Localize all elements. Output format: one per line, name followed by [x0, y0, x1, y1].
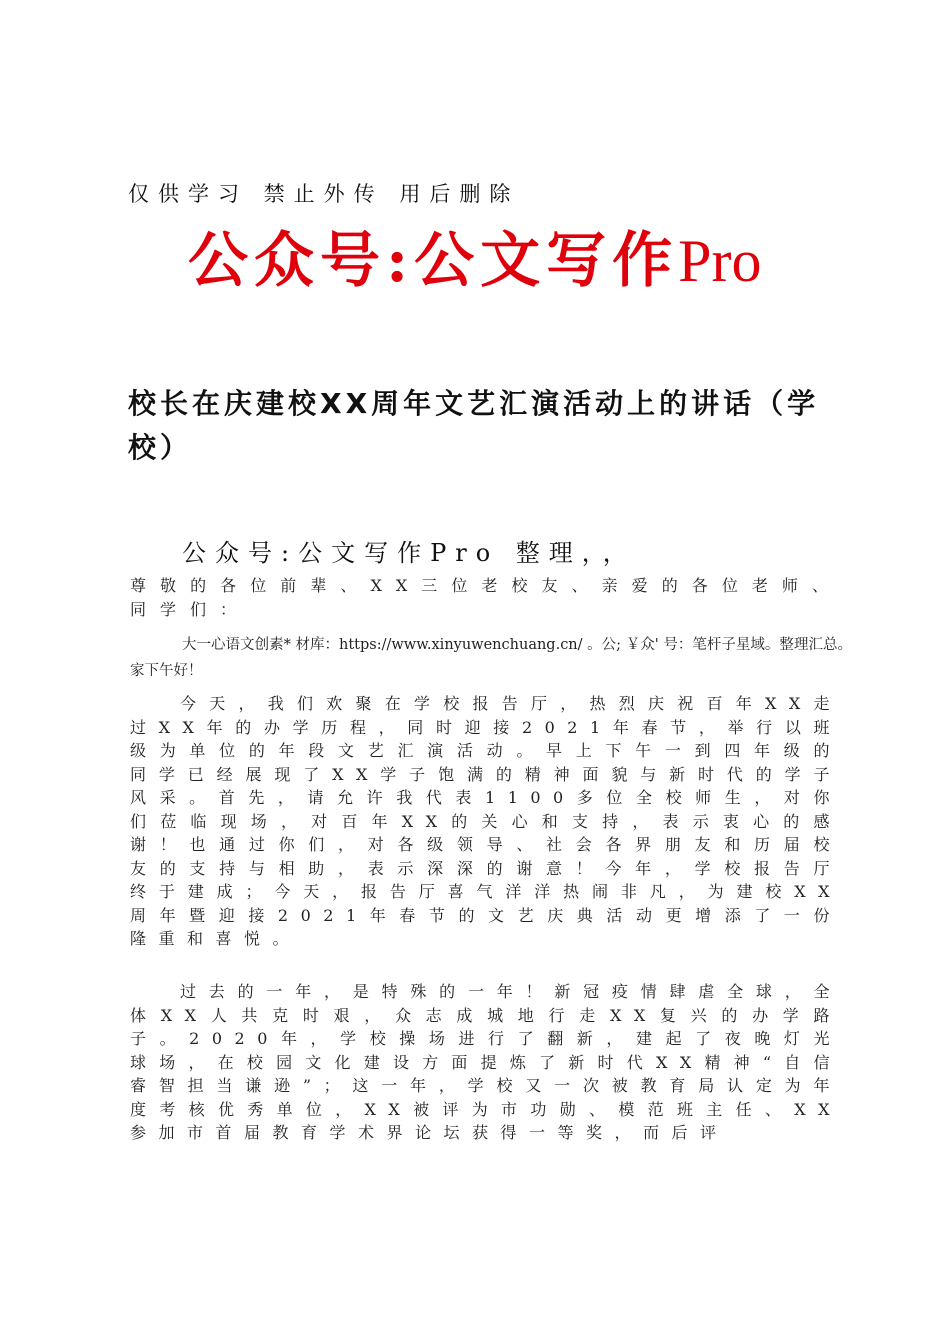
salutation: 尊敬的各位前辈、XX三位老校友、亲爱的各位老师、同学们：: [130, 576, 842, 619]
brand-name: 公众号:公文写作: [188, 226, 679, 296]
body-paragraph: 今天，我们欢聚在学校报告厅，热烈庆祝百年XX走过XX年的办学历程，同时迎接2021年春节，举行以班级为单位的年段文艺汇演活动。早上下午一到四年级的同学已经展现了XX学子饱满的精神面貌与新时代的学子风采。首先，请允许我代表1100多位全校师生，对你们莅临现场，对百年XX的关心和支持，表示衷心的感谢！也通过你们，对各级领导、社会各界朋友和历届校友的支持与相助，表示深深的谢意！今年，学校报告厅终于建成；今天，报告厅喜气洋洋热闹非凡，为建校XX周年暨迎接2021年春节的文艺庆典活动更增添了一份隆重和喜悦。: [130, 694, 842, 948]
source-note: 大一心语文创素* 材库：https://www.xinyuwenchuang.cn/ 。公; ￥众' 号：笔杆子星域。整理汇总。家下午好！: [130, 637, 852, 679]
document-subhead: 公众号:公文写作Pro 整理，，: [182, 539, 636, 567]
restriction-notice: 仅供学习 禁止外传 用后删除: [128, 182, 520, 206]
body-paragraph: 过去的一年，是特殊的一年！新冠疫情肆虐全球，全体XX人共克时艰，众志成城地行走XX复兴的办学路子。2020年，学校操场进行了翻新，建起了夜晚灯光球场，在校园文化建设方面提炼了新时代XX精神“自信睿智担当谦逊”；这一年，学校又一次被教育局认定为年度考核优秀单位，XX被评为市功勋、模范班主任、XX参加市首届教育学术界论坛获得一等奖，而后评: [130, 982, 842, 1142]
document-title: 校长在庆建校XX周年文艺汇演活动上的讲话（学校）: [128, 387, 820, 464]
brand-banner: [188, 224, 762, 298]
brand-suffix: Pro: [678, 228, 762, 294]
